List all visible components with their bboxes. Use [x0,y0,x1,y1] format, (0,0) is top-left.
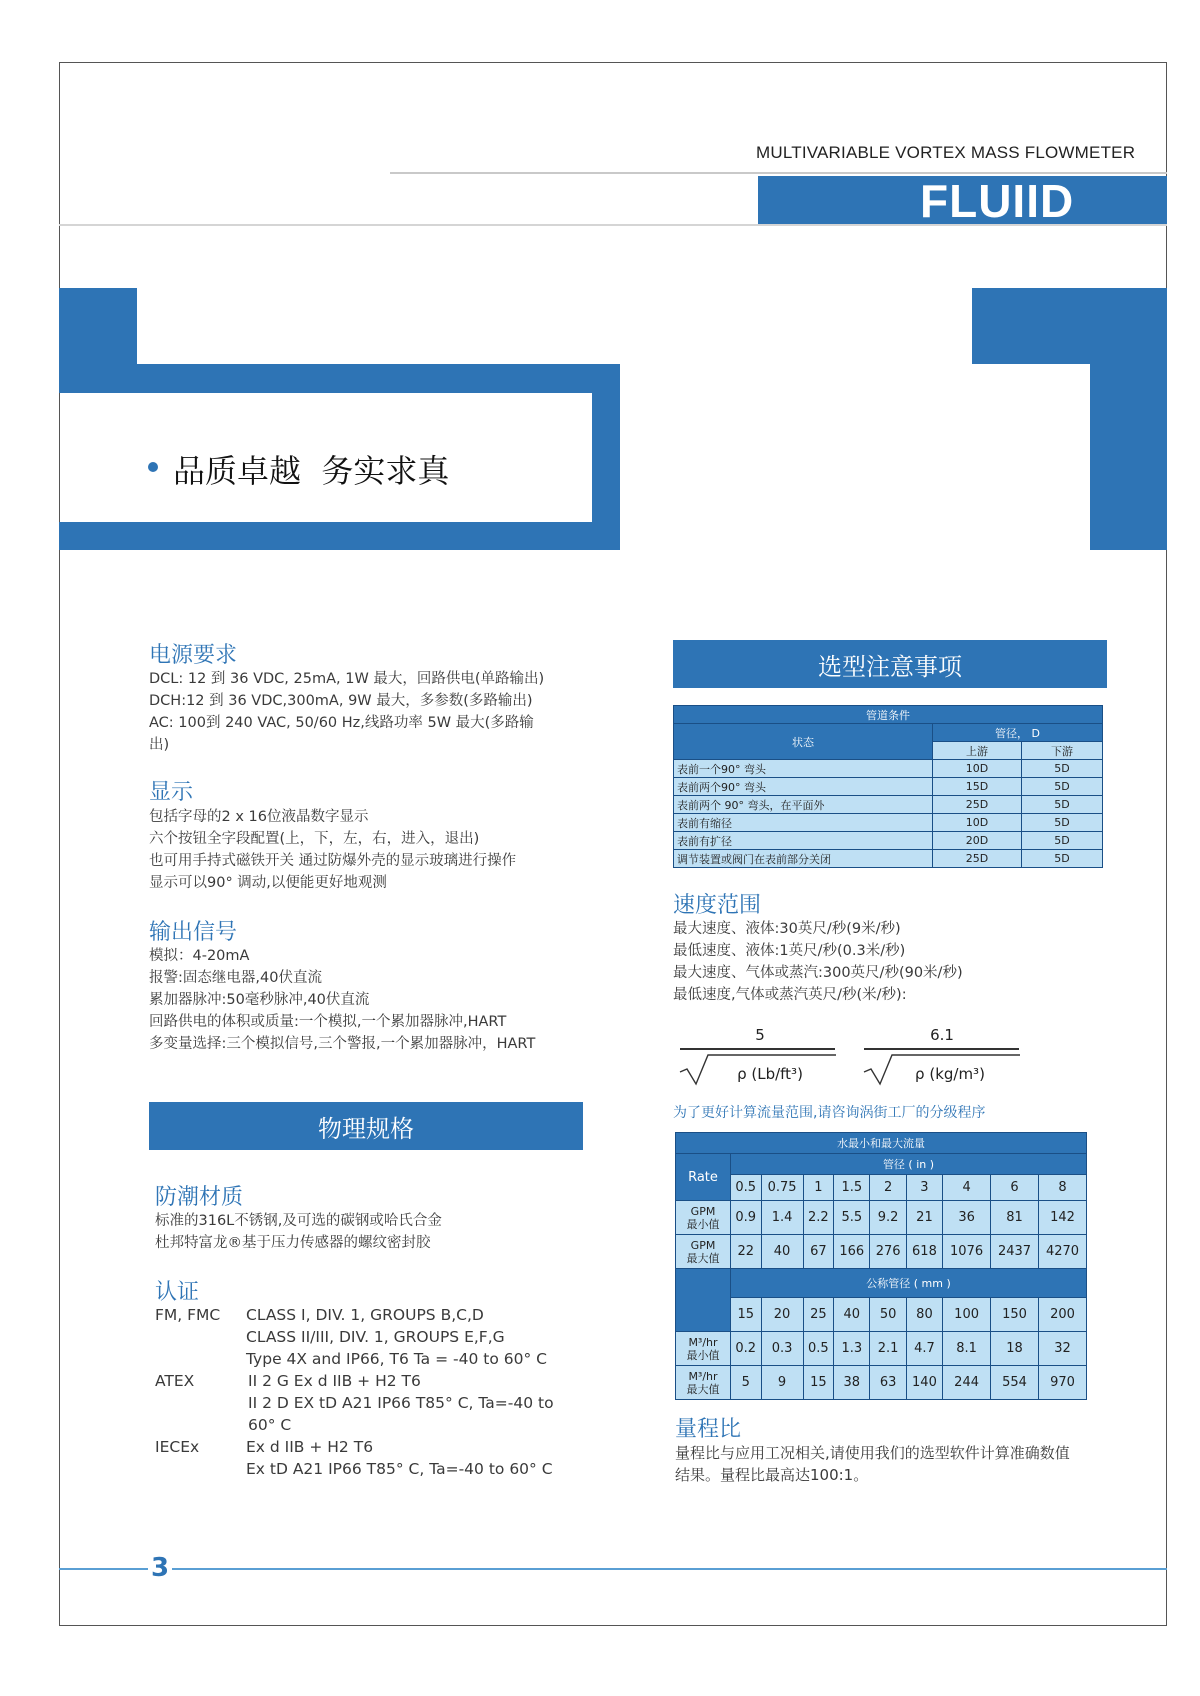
gpm-max: 618 [906,1235,942,1269]
mm-size: 100 [943,1298,991,1332]
gpm-min: 5.5 [834,1201,870,1235]
turndown-title: 量程比 [675,1417,742,1442]
power-text [149,668,544,756]
gpm-min: 1.4 [761,1201,803,1235]
m3-max: 15 [803,1366,834,1400]
output-title: 输出信号 [149,920,238,945]
power-line: AC: 100到 240 VAC, 50/60 Hz,线路功率 5W 最大(多路输 [149,715,534,731]
gpm-min: 2.2 [803,1201,834,1235]
flow-table-rate: Rate [676,1154,731,1201]
banner-left-top [59,288,137,364]
pipe-table-down-header: 下游 [1022,742,1103,760]
gpm-max: 2437 [991,1235,1039,1269]
unit-label: M³/hr [688,1335,718,1349]
inch-size: 0.5 [731,1175,762,1201]
cert-lines-iecex [246,1436,553,1480]
pipe-up: 25D [933,796,1022,814]
table-row [676,1235,1087,1269]
cert-line: II 2 D EX tD A21 IP66 T85° C, Ta=-40 to [248,1394,554,1412]
table-row [674,832,1103,850]
pipe-down: 5D [1022,850,1103,868]
gpm-min-label [676,1201,731,1235]
power-title: 电源要求 [149,643,238,668]
m3-min: 4.7 [906,1332,942,1366]
mm-size: 80 [906,1298,942,1332]
cert-line: Type 4X and IP66, T6 Ta = -40 to 60° C [246,1350,547,1368]
inch-size: 4 [943,1175,991,1201]
m3-min-label [676,1332,731,1366]
mm-size: 25 [803,1298,834,1332]
display-line: 包括字母的2 x 16位液晶数字显示 [149,809,369,825]
m3-min: 8.1 [943,1332,991,1366]
inch-size: 0.75 [761,1175,803,1201]
pipe-state: 表前有扩径 [674,832,933,850]
pipe-down: 5D [1022,796,1103,814]
m3-max: 63 [870,1366,906,1400]
table-row [674,760,1103,778]
pipe-table-state-header: 状态 [674,724,933,760]
banner-right-bar [1090,364,1167,550]
unit-label: GPM [690,1204,716,1218]
mm-size: 20 [761,1298,803,1332]
display-line: 显示可以90° 调动,以便能更好地观测 [149,875,387,891]
formula2-bar [864,1048,1019,1050]
unit-label: GPM [690,1238,716,1252]
gpm-min: 142 [1039,1201,1087,1235]
banner-slogan: 品质卓越 务实求真 [173,452,450,490]
formula1-numerator: 5 [755,1026,765,1044]
inch-size: 8 [1039,1175,1087,1201]
gpm-max: 4270 [1039,1235,1087,1269]
cert-line: Ex d IIB + H2 T6 [246,1438,374,1456]
pipe-up: 25D [933,850,1022,868]
inch-size: 1.5 [834,1175,870,1201]
material-line: 杜邦特富龙®基于压力传感器的螺纹密封胶 [155,1235,431,1251]
cert-line: 60° C [248,1416,292,1434]
unit-sub-label: 最大值 [686,1251,720,1265]
banner-right-block [972,288,1167,364]
m3-max: 38 [834,1366,870,1400]
gpm-max: 67 [803,1235,834,1269]
flow-range-table [675,1132,1087,1400]
header-tagline: MULTIVARIABLE VORTEX MASS FLOWMETER [756,143,1136,162]
inch-size: 2 [870,1175,906,1201]
pipe-state: 表前两个 90° 弯头，在平面外 [674,796,933,814]
gpm-min: 0.9 [731,1201,762,1235]
cert-label-fm: FM, FMC [155,1306,221,1324]
pipe-table-up-header: 上游 [933,742,1022,760]
power-line: DCL: 12 到 36 VDC, 25mA, 1W 最大，回路供电(单路输出) [149,671,545,687]
banner-left-bar-bottom [59,522,620,550]
table-row [674,814,1103,832]
cert-lines-atex [248,1370,554,1436]
unit-label: M³/hr [688,1369,718,1383]
output-line: 报警:固态继电器,40伏直流 [149,970,322,986]
velocity-note: 为了更好计算流量范围,请咨询涡街工厂的分级程序 [673,1105,986,1121]
pipe-table-dia-header: 管径， D [933,724,1103,742]
inch-size: 6 [991,1175,1039,1201]
material-text [155,1210,442,1254]
flow-table-inch-caption: 管径 ( in ) [731,1154,1087,1175]
turndown-line: 结果。量程比最高达100:1。 [675,1466,869,1484]
physical-bar-title: 物理规格 [149,1102,583,1150]
flow-table-rate-spacer [676,1269,731,1332]
pipe-down: 5D [1022,760,1103,778]
cert-line: II 2 G Ex d IIB + H2 T6 [248,1372,421,1390]
pipe-state: 表前有缩径 [674,814,933,832]
mm-size: 40 [834,1298,870,1332]
gpm-min: 36 [943,1201,991,1235]
output-text [149,945,535,1055]
cert-line: CLASS I, DIV. 1, GROUPS B,C,D [246,1306,484,1324]
velocity-line: 最大速度、气体或蒸汽:300英尺/秒(90米/秒) [673,965,963,981]
velocity-title: 速度范围 [673,893,762,918]
flow-table-mm-caption: 公称管径 ( mm ) [731,1269,1087,1298]
velocity-line: 最大速度、液体:30英尺/秒(9米/秒) [673,921,901,937]
pipe-state: 表前两个90° 弯头 [674,778,933,796]
m3-min: 2.1 [870,1332,906,1366]
inch-size: 3 [906,1175,942,1201]
unit-sub-label: 最小值 [686,1348,720,1362]
unit-sub-label: 最大值 [686,1382,720,1396]
display-text [149,806,516,894]
power-line: 出) [149,737,170,753]
gpm-min: 21 [906,1201,942,1235]
formula2-denominator: ρ (kg/m³) [915,1065,985,1083]
table-row [676,1201,1087,1235]
turndown-line: 量程比与应用工况相关,请使用我们的选型软件计算准确数值 [675,1444,1070,1462]
m3-max: 554 [991,1366,1039,1400]
selection-bar-title: 选型注意事项 [673,640,1107,688]
banner-bullet-icon [148,462,158,472]
pipe-down: 5D [1022,832,1103,850]
output-line: 多变量选择:三个模拟信号,三个警报,一个累加器脉冲，HART [149,1036,536,1052]
brand-logo: FLUIID [920,175,1075,227]
cert-line: Ex tD A21 IP66 T85° C, Ta=-40 to 60° C [246,1460,553,1478]
material-title: 防潮材质 [155,1185,244,1210]
cert-line: CLASS II/III, DIV. 1, GROUPS E,F,G [246,1328,505,1346]
table-row [676,1175,1087,1201]
table-row [676,1332,1087,1366]
pipe-state: 表前一个90° 弯头 [674,760,933,778]
page-number: 3 [148,1553,172,1583]
m3-max: 140 [906,1366,942,1400]
m3-min: 0.3 [761,1332,803,1366]
display-title: 显示 [149,780,194,805]
display-line: 也可用手持式磁铁开关 通过防爆外壳的显示玻璃进行操作 [149,853,517,869]
velocity-text [673,918,963,1006]
m3-min: 18 [991,1332,1039,1366]
cert-label-iecex: IECEx [155,1438,200,1456]
cert-title: 认证 [155,1280,200,1305]
formula1-bar [680,1048,835,1050]
pipe-up: 20D [933,832,1022,850]
footer-rule [59,1568,1167,1570]
table-row [674,778,1103,796]
m3-max: 970 [1039,1366,1087,1400]
mm-size: 15 [731,1298,762,1332]
m3-min: 0.2 [731,1332,762,1366]
output-line: 模拟：4-20mA [149,948,250,964]
m3-max: 244 [943,1366,991,1400]
banner-left-bar-top [59,364,620,393]
gpm-max: 22 [731,1235,762,1269]
inch-size: 1 [803,1175,834,1201]
m3-max-label [676,1366,731,1400]
table-row [676,1366,1087,1400]
display-line: 六个按钮全字段配置(上，下，左，右，进入，退出) [149,831,480,847]
m3-min: 32 [1039,1332,1087,1366]
pipe-up: 10D [933,760,1022,778]
gpm-max: 166 [834,1235,870,1269]
turndown-text [675,1442,1070,1486]
velocity-line: 最低速度、液体:1英尺/秒(0.3米/秒) [673,943,906,959]
gpm-min: 9.2 [870,1201,906,1235]
m3-min: 1.3 [834,1332,870,1366]
table-row [674,796,1103,814]
pipe-up: 15D [933,778,1022,796]
gpm-max: 1076 [943,1235,991,1269]
mm-size: 50 [870,1298,906,1332]
power-line: DCH:12 到 36 VDC,300mA, 9W 最大，多参数(多路输出) [149,693,533,709]
formula1-denominator: ρ (Lb/ft³) [737,1065,803,1083]
m3-max: 9 [761,1366,803,1400]
table-row [676,1298,1087,1332]
formula2-numerator: 6.1 [930,1026,954,1044]
gpm-min: 81 [991,1201,1039,1235]
pipe-condition-table [673,705,1103,868]
pipe-state: 调节装置或阀门在表前部分关闭 [674,850,933,868]
m3-min: 0.5 [803,1332,834,1366]
velocity-line: 最低速度,气体或蒸汽英尺/秒(米/秒): [673,987,907,1003]
output-line: 累加器脉冲:50毫秒脉冲,40伏直流 [149,992,370,1008]
cert-lines-fm [246,1304,547,1370]
gpm-max: 276 [870,1235,906,1269]
gpm-max-label [676,1235,731,1269]
pipe-table-caption: 管道条件 [674,706,1103,724]
pipe-down: 5D [1022,778,1103,796]
output-line: 回路供电的体积或质量:一个模拟,一个累加器脉冲,HART [149,1014,507,1030]
material-line: 标准的316L不锈钢,及可选的碳钢或哈氏合金 [155,1213,442,1229]
m3-max: 5 [731,1366,762,1400]
gpm-max: 40 [761,1235,803,1269]
mm-size: 150 [991,1298,1039,1332]
table-row [674,850,1103,868]
mm-size: 200 [1039,1298,1087,1332]
flow-table-caption: 水最小和最大流量 [676,1133,1087,1154]
pipe-down: 5D [1022,814,1103,832]
cert-label-atex: ATEX [155,1372,195,1390]
pipe-up: 10D [933,814,1022,832]
unit-sub-label: 最小值 [686,1217,720,1231]
